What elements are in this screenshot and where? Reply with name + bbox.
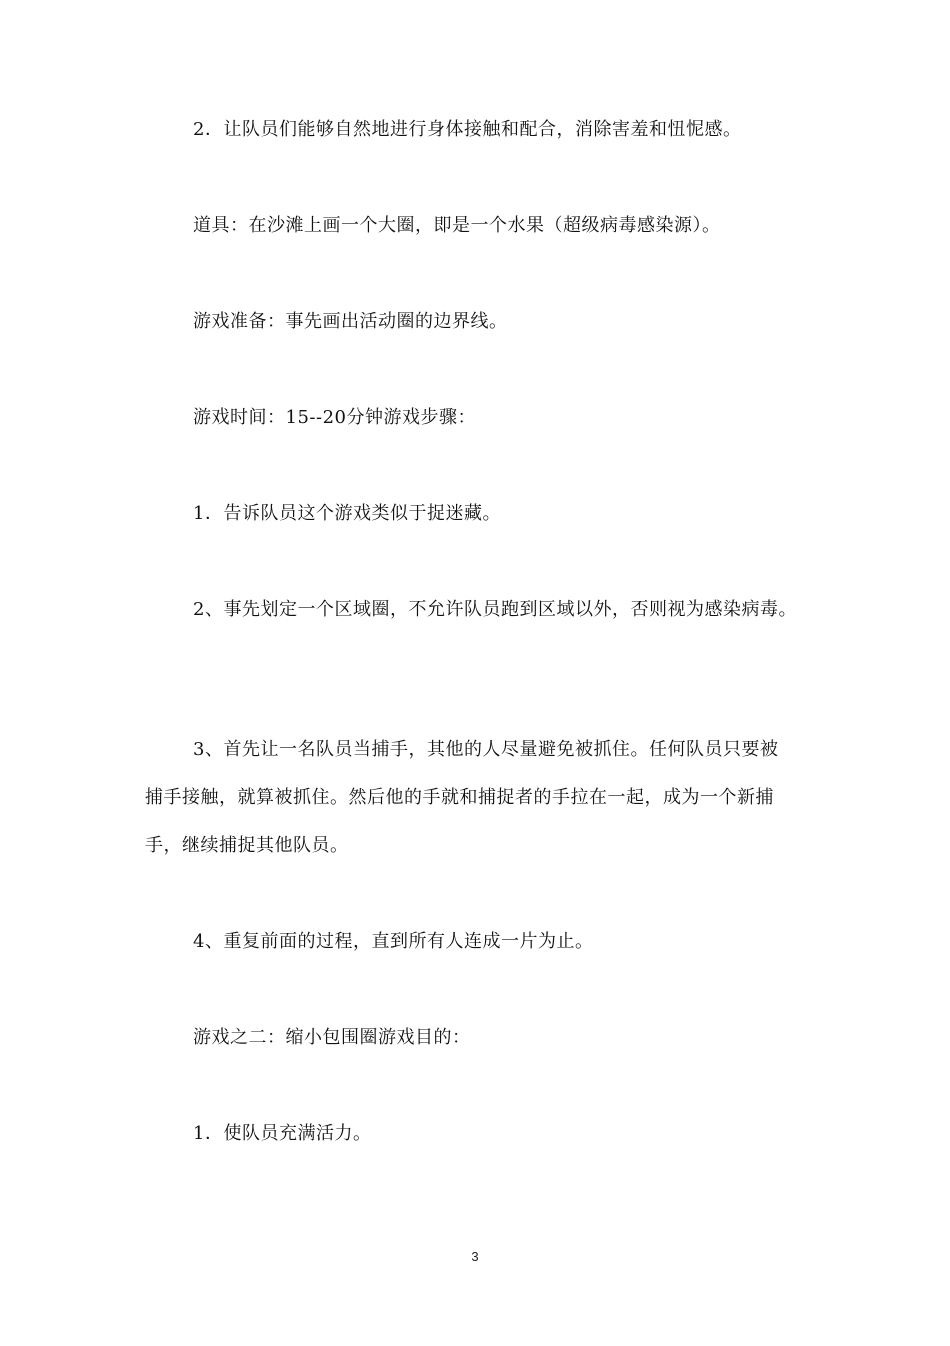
paragraph-step-4: 4、重复前面的过程，直到所有人连成一片为止。 (193, 931, 594, 952)
paragraph-game-two-goal-1: 1．使队员充满活力。 (193, 1123, 372, 1144)
paragraph-step-3-line-2: 捕手接触，就算被抓住。然后他的手就和捕捉者的手拉在一起，成为一个新捕 (145, 787, 774, 808)
paragraph-props: 道具：在沙滩上画一个大圈，即是一个水果（超级病毒感染源）。 (193, 215, 721, 236)
paragraph-goal-2: 2．让队员们能够自然地进行身体接触和配合，消除害羞和忸怩感。 (193, 119, 742, 140)
page-number: 3 (471, 1249, 479, 1264)
paragraph-step-3-line-1: 3、首先让一名队员当捕手，其他的人尽量避免被抓住。任何队员只要被 (193, 739, 779, 760)
paragraph-step-3-line-3: 手，继续捕捉其他队员。 (145, 835, 349, 856)
paragraph-preparation: 游戏准备：事先画出活动圈的边界线。 (193, 311, 508, 332)
paragraph-game-two-heading: 游戏之二：缩小包围圈游戏目的： (193, 1027, 471, 1048)
paragraph-step-2: 2、事先划定一个区域圈，不允许队员跑到区域以外，否则视为感染病毒。 (193, 599, 797, 620)
paragraph-time-steps: 游戏时间：15--20分钟游戏步骤： (193, 407, 476, 428)
paragraph-step-1: 1．告诉队员这个游戏类似于捉迷藏。 (193, 503, 501, 524)
